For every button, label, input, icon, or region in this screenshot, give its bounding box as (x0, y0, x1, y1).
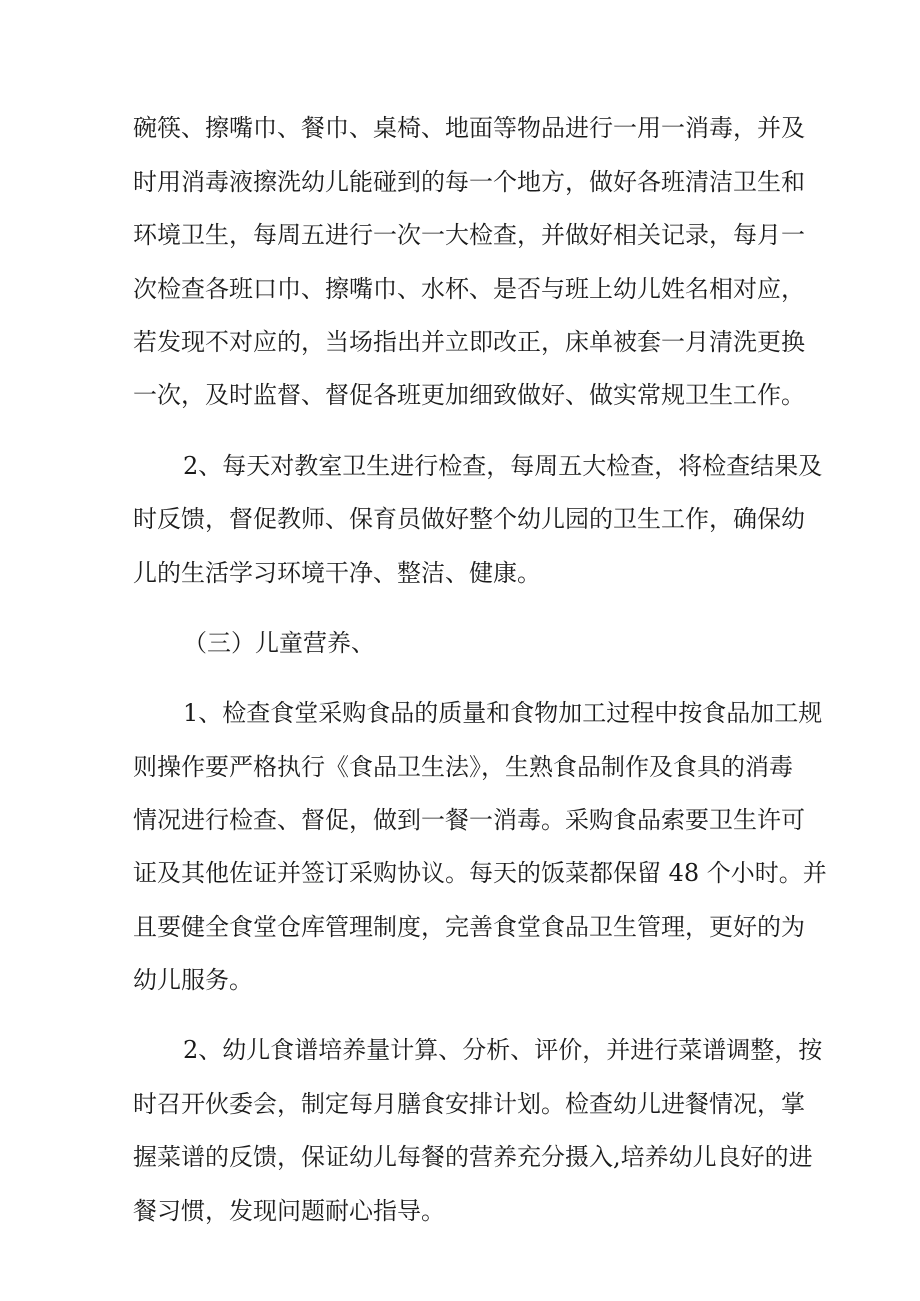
text-line: 1、检查食堂采购食品的质量和食物加工过程中按食品加工规 (183, 699, 823, 727)
text-line: 且要健全食堂仓库管理制度，完善食堂食品卫生管理，更好的为 (133, 913, 805, 941)
text-line: 则操作要严格执行《食品卫生法》，生熟食品制作及食具的消毒 (133, 753, 793, 781)
text-line: 握菜谱的反馈，保证幼儿每餐的营养充分摄入,培养幼儿良好的进 (133, 1143, 813, 1171)
text-line: 2、每天对教室卫生进行检查，每周五大检查，将检查结果及 (183, 452, 823, 480)
text-line: 若发现不对应的，当场指出并立即改正，床单被套一月清洗更换 (133, 328, 805, 356)
text-line: 一次，及时监督、督促各班更加细致做好、做实常规卫生工作。 (133, 381, 805, 409)
text-line: 碗筷、擦嘴巾、餐巾、桌椅、地面等物品进行一用一消毒，并及 (133, 114, 805, 142)
text-line: 情况进行检查、督促，做到一餐一消毒。采购食品索要卫生许可 (133, 806, 805, 834)
text-line: 儿的生活学习环境干净、整洁、健康。 (133, 559, 541, 587)
text-line: 时召开伙委会，制定每月膳食安排计划。检查幼儿进餐情况，掌 (133, 1090, 805, 1118)
section-heading: （三）儿童营养、 (183, 629, 375, 657)
text-line: 2、幼儿食谱培养量计算、分析、评价，并进行菜谱调整，按 (183, 1036, 823, 1064)
text-line: 幼儿服务。 (133, 966, 253, 994)
text-line: 次检查各班口巾、擦嘴巾、水杯、是否与班上幼儿姓名相对应， (133, 275, 805, 303)
text-line: 证及其他佐证并签订采购协议。每天的饭菜都保留 48 个小时。并 (133, 859, 827, 887)
text-line: 餐习惯，发现问题耐心指导。 (133, 1197, 445, 1225)
text-line: 时反馈，督促教师、保育员做好整个幼儿园的卫生工作，确保幼 (133, 505, 805, 533)
text-line: 环境卫生，每周五进行一次一大检查，并做好相关记录，每月一 (133, 221, 805, 249)
text-line: 时用消毒液擦洗幼儿能碰到的每一个地方，做好各班清洁卫生和 (133, 168, 805, 196)
